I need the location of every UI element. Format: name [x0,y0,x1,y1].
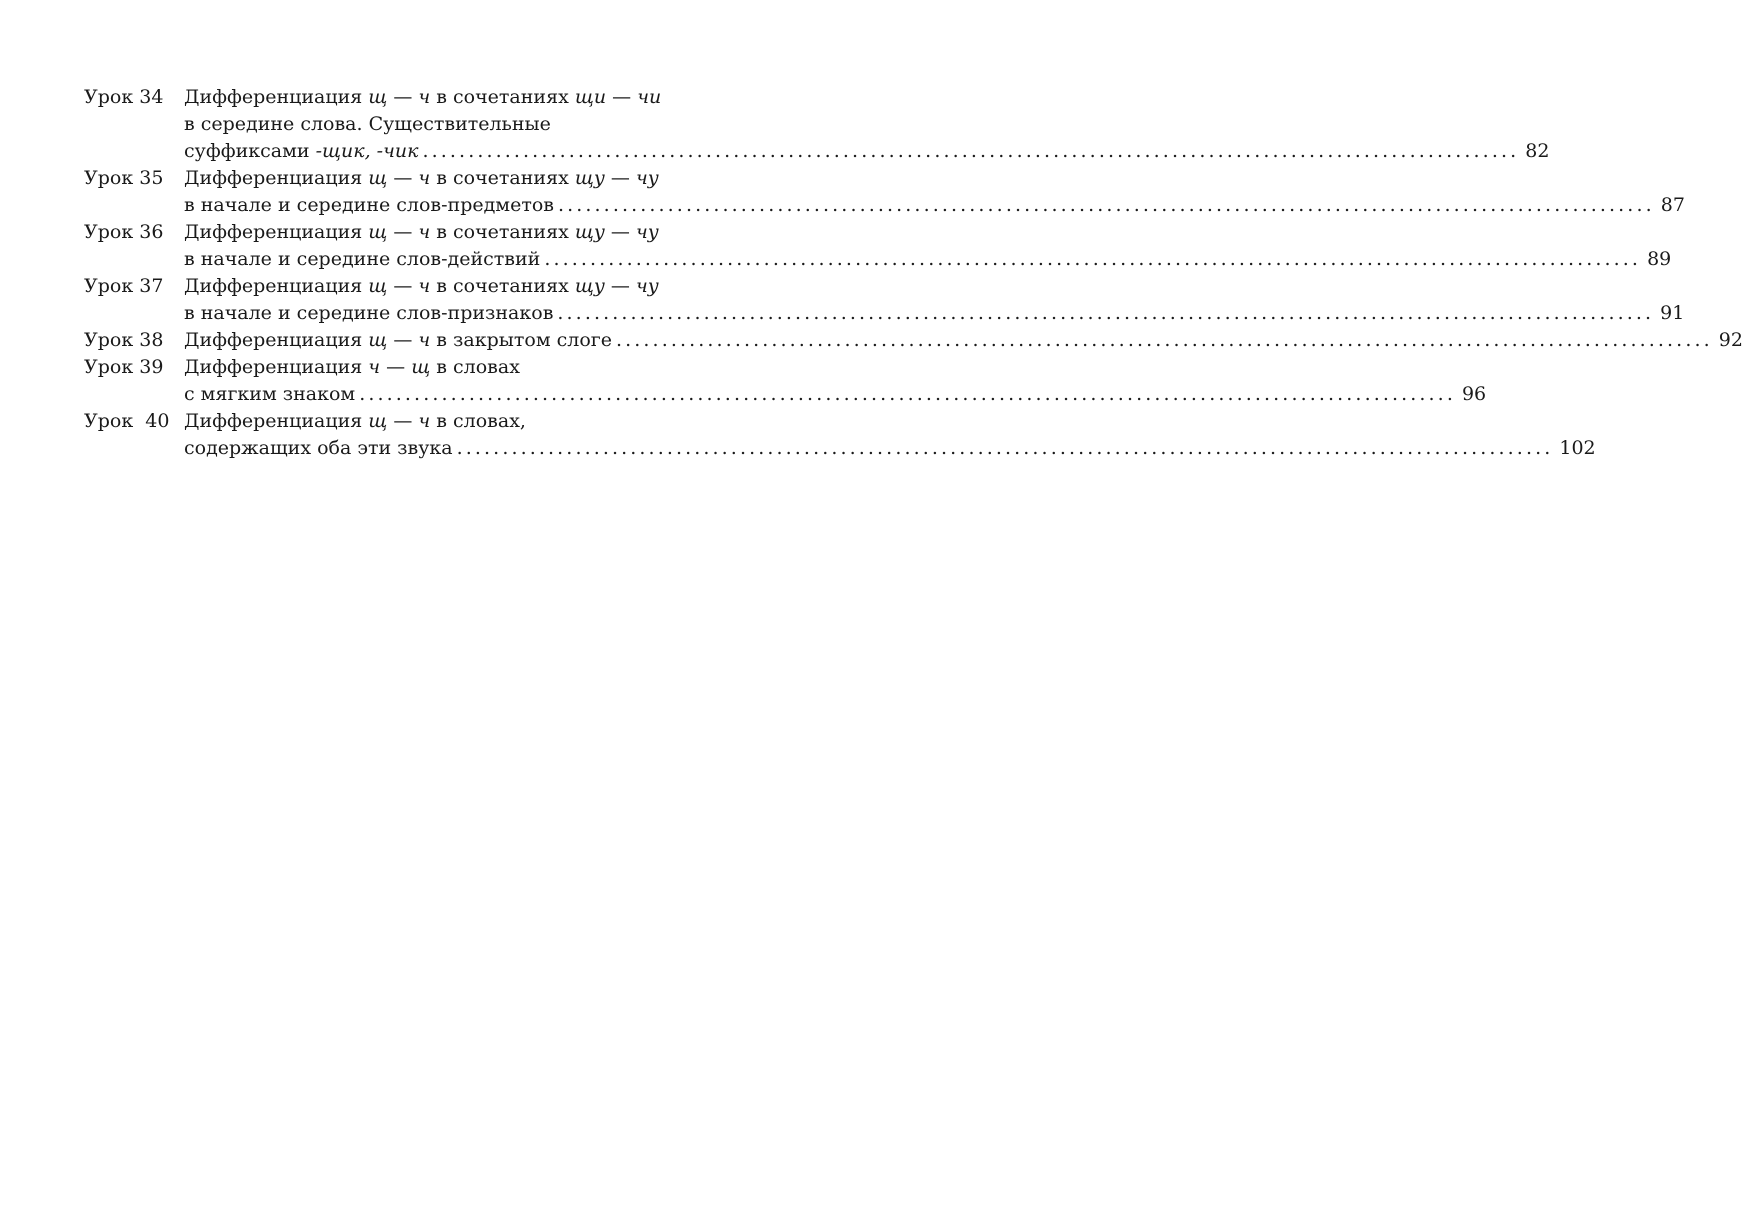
italic-fragment: чу [635,221,659,243]
page-number: 102 [1559,437,1596,459]
text-fragment: в закрытом слоге [430,329,612,351]
dot-leader: ........................................................................................................................ [422,140,1520,162]
text-fragment: — [387,329,419,351]
title-text [184,327,612,354]
lesson-number: Урок 35 [84,167,164,189]
italic-fragment: щ [368,410,388,432]
toc-entry[interactable] [84,327,1743,354]
title-line [184,165,729,192]
title-text [184,192,554,219]
title-line [184,435,1596,462]
text-fragment: в сочетаниях [430,275,575,297]
text-fragment: суффиксами [184,140,316,162]
text-fragment: — [604,221,636,243]
lesson-title [184,84,1550,165]
text-fragment: с мягким знаком [184,383,356,405]
text-fragment: — [387,167,419,189]
lesson-title [184,408,1596,462]
dot-leader: ........................................................................................................................ [359,383,1456,405]
italic-fragment: щу [574,221,605,243]
dot-leader: ........................................................................................................................ [557,302,1655,324]
lesson-number: Урок 38 [84,329,164,351]
lesson-title [184,327,1743,354]
title-line [184,192,1685,219]
italic-fragment: щ [411,356,431,378]
page-number: 87 [1660,194,1685,216]
text-fragment: в словах, [430,410,526,432]
dot-leader: ........................................................................................................................ [544,248,1642,270]
text-fragment: в начале и середине слов-признаков [184,302,554,324]
toc-entry[interactable] [84,408,1596,462]
title-text [184,300,553,327]
page-number: 96 [1461,383,1487,405]
italic-fragment: -щик, -чик [315,140,419,162]
toc-entry[interactable] [84,273,1685,327]
lesson-title [184,219,1672,273]
italic-fragment: ч [418,221,431,243]
italic-fragment: щ [368,329,388,351]
title-text [184,113,551,135]
title-line [184,84,729,111]
text-fragment: — [387,410,419,432]
text-fragment: Дифференциация [184,275,369,297]
dot-leader: ........................................................................................................................ [456,437,1554,459]
lesson-number: Урок 39 [84,356,164,378]
title-line [184,381,1487,408]
text-fragment: Дифференциация [184,410,369,432]
title-text [184,246,540,273]
italic-fragment: щ [368,221,388,243]
text-fragment: в сочетаниях [430,86,575,108]
italic-fragment: ч [368,356,381,378]
italic-fragment: ч [418,86,431,108]
table-of-contents [84,84,1743,462]
text-fragment: — [387,221,419,243]
page-number: 92 [1718,329,1743,351]
page-number: 82 [1525,140,1550,162]
title-text [184,167,659,189]
text-fragment: — [606,86,638,108]
title-line [184,408,729,435]
italic-fragment: щ [368,167,388,189]
title-line [184,138,1550,165]
italic-fragment: чи [637,86,662,108]
text-fragment: Дифференциация [184,221,369,243]
title-line [184,300,1685,327]
title-line [184,246,1672,273]
italic-fragment: чу [635,275,659,297]
lesson-number: Урок 36 [84,221,164,243]
title-text [184,86,661,108]
title-text [184,435,453,462]
italic-fragment: щу [574,167,605,189]
text-fragment: в сочетаниях [430,221,575,243]
page-number: 89 [1647,248,1672,270]
toc-entry[interactable] [84,84,1550,165]
italic-fragment: ч [418,329,431,351]
text-fragment: — [380,356,412,378]
title-text [184,221,659,243]
dot-leader: ........................................................................................................................ [557,194,1655,216]
title-line [184,354,729,381]
page-number: 91 [1660,302,1685,324]
italic-fragment: щ [368,275,388,297]
toc-entry[interactable] [84,354,1487,408]
toc-entry[interactable] [84,165,1685,219]
text-fragment: — [604,275,636,297]
italic-fragment: ч [418,167,431,189]
text-fragment: содержащих оба эти звука [184,437,453,459]
lesson-title [184,273,1685,327]
dot-leader: ........................................................................................................................ [616,329,1713,351]
text-fragment: — [387,86,419,108]
italic-fragment: щ [368,86,388,108]
title-text [184,410,526,432]
italic-fragment: ч [418,275,431,297]
text-fragment: Дифференциация [184,86,369,108]
lesson-number: Урок 40 [84,410,170,432]
text-fragment: Дифференциация [184,329,369,351]
italic-fragment: щи [574,86,607,108]
text-fragment: в словах [430,356,520,378]
lesson-title [184,354,1487,408]
toc-entry[interactable] [84,219,1672,273]
text-fragment: — [387,275,419,297]
italic-fragment: щу [574,275,605,297]
title-text [184,381,355,408]
title-text [184,138,419,165]
lesson-number: Урок 34 [84,86,164,108]
lesson-number: Урок 37 [84,275,164,297]
text-fragment: в начале и середине слов-действий [184,248,541,270]
title-text [184,356,520,378]
text-fragment: Дифференциация [184,356,369,378]
title-line [184,327,1743,354]
title-line [184,273,729,300]
text-fragment: в середине слова. Существительные [184,113,551,135]
text-fragment: — [604,167,636,189]
title-text [184,275,659,297]
italic-fragment: ч [418,410,431,432]
title-line [184,111,729,138]
text-fragment: в сочетаниях [430,167,575,189]
text-fragment: в начале и середине слов-предметов [184,194,554,216]
lesson-title [184,165,1685,219]
italic-fragment: чу [635,167,659,189]
text-fragment: Дифференциация [184,167,369,189]
title-line [184,219,729,246]
